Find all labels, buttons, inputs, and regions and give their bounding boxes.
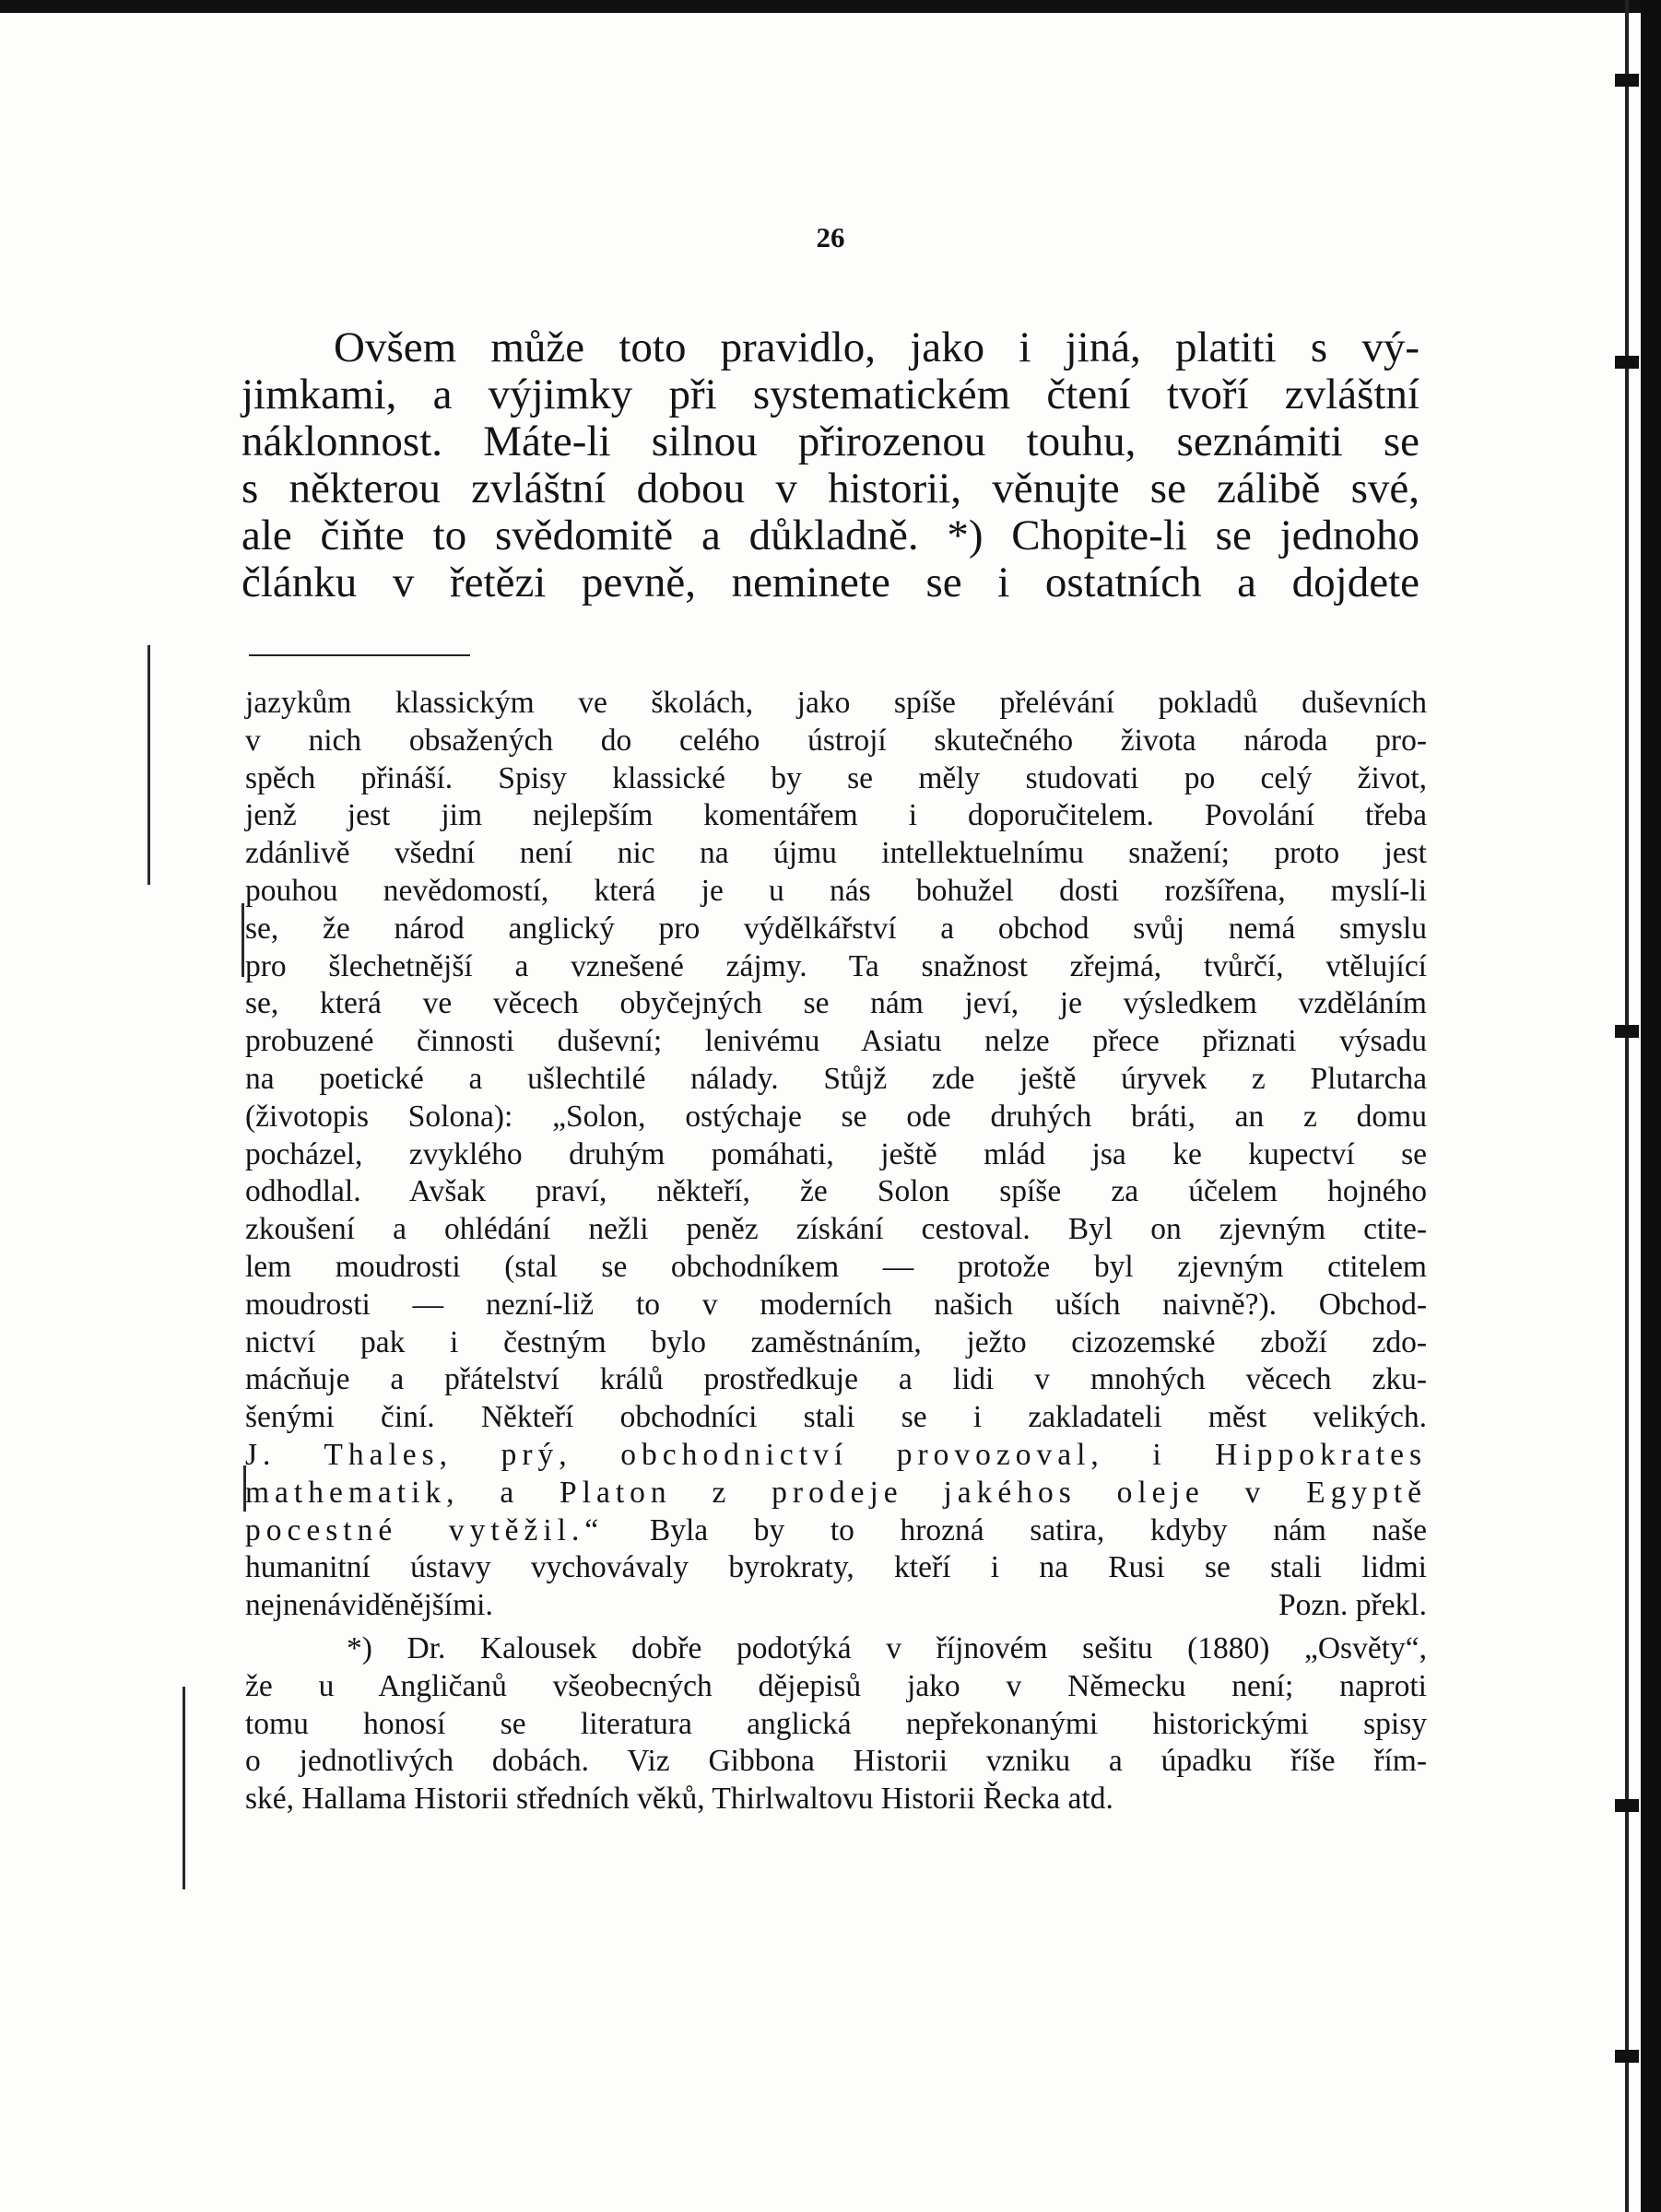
footnote-line: zkoušení a ohlédání nežli peněz získání cestoval. Byl on zjevným ctite-	[245, 1212, 1427, 1247]
signoff-word: nejnenáviděnějšími.	[245, 1588, 493, 1623]
footnote-line: ské, Hallama Historii středních věků, Thirlwaltovu Historii Řecka atd.	[245, 1782, 1113, 1817]
spaced-text: pocestné vytěžil.“	[245, 1512, 605, 1547]
footnote-line: (životopis Solona): „Solon, ostýchaje se ode druhých bráti, an z domu	[245, 1099, 1427, 1134]
footnote-line: šenými činí. Někteří obchodníci stali se i zakladateli měst velikých.	[245, 1400, 1427, 1435]
page-number: 26	[816, 221, 845, 253]
translator-note: Pozn. překl.	[1278, 1588, 1427, 1623]
footnote-line	[245, 1512, 1427, 1550]
text-line: ale čiňte to svědomitě a důkladně. *) Chopite-li se jednoho	[241, 512, 1420, 559]
binding-tick	[1615, 1799, 1639, 1812]
text-line: jimkami, a výjimky při systematickém čtení tvoří zvláštní	[241, 371, 1420, 418]
footnote-line: odhodlal. Avšak praví, někteří, že Solon spíše za účelem hojného	[245, 1174, 1427, 1209]
footnote-line: v nich obsažených do celého ústrojí skutečného života národa pro-	[245, 723, 1427, 758]
footnote-line-spaced: J. Thales, prý, obchodnictví provozoval, i Hippokrates	[245, 1437, 1427, 1472]
margin-stroke	[241, 903, 244, 977]
footnote-line: že u Angličanů všeobecných dějepisů jako v Německu není; naproti	[245, 1668, 1427, 1703]
footnote-line: mácňuje a přátelství králů prostředkuje a lidi v mnohých věcech zku-	[245, 1362, 1427, 1397]
footnote-line: zdánlivě všední není nic na újmu intellektuelnímu snažení; proto jest	[245, 836, 1427, 871]
footnote-line: pro šlechetnější a vznešené zájmy. Ta snažnost zřejmá, tvůrčí, vtělující	[245, 948, 1427, 983]
footnote-line: jenž jest jim nejlepším komentářem i doporučitelem. Povolání třeba	[245, 798, 1427, 833]
footnote-line: tomu honosí se literatura anglická nepřekonanými historickými spisy	[245, 1706, 1427, 1741]
binding-tick	[1615, 2050, 1639, 2063]
binding-line	[1625, 0, 1629, 2212]
footnote-line: se, která ve věcech obyčejných se nám jeví, je výsledkem vzděláním	[245, 986, 1427, 1021]
text-run: Byla by to hrozná satira, kdyby nám naše	[604, 1512, 1428, 1547]
footnote-line: spěch přináší. Spisy klassické by se měly studovati po celý život,	[245, 760, 1427, 795]
footnote-line: pouhou nevědomostí, která je u nás bohužel dosti rozšířena, myslí-li	[245, 873, 1427, 908]
main-paragraph	[241, 324, 1420, 606]
footnote-line: o jednotlivých dobách. Viz Gibbona Historii vzniku a úpadku říše řím-	[245, 1744, 1427, 1779]
footnote-separator	[249, 654, 470, 656]
text-line: s některou zvláštní dobou v historii, věnujte se zálibě své,	[241, 465, 1420, 512]
footnote-line: lem moudrosti (stal se obchodníkem — protože byl zjevným ctitelem	[245, 1249, 1427, 1284]
footnote-line: *) Dr. Kalousek dobře podotýká v říjnovém sešitu (1880) „Osvěty“,	[347, 1630, 1427, 1665]
footnote-line: humanitní ústavy vychovávaly byrokraty, kteří i na Rusi se stali lidmi	[245, 1550, 1427, 1585]
footnote-line: pocházel, zvyklého druhým pomáhati, ještě mlád jsa ke kupectví se	[245, 1136, 1427, 1171]
footnotes	[245, 685, 1427, 1818]
scan-top-edge	[0, 0, 1661, 13]
text-line: Ovšem může toto pravidlo, jako i jiná, platiti s vý-	[334, 324, 1420, 371]
binding-tick	[1615, 74, 1639, 87]
footnote-line: probuzené činnosti duševní; lenivému Asiatu nelze přece přiznati výsadu	[245, 1024, 1427, 1059]
footnote-line-spaced: mathematik, a Platon z prodeje jakéhos oleje v Egyptě	[245, 1475, 1427, 1510]
scan-right-edge	[1641, 0, 1661, 2212]
footnote-signoff	[245, 1587, 1427, 1625]
footnote-line: jazykům klassickým ve školách, jako spíše přelévání pokladů duševních	[245, 686, 1427, 720]
text-line: článku v řetězi pevně, neminete se i ostatních a dojdete	[241, 559, 1420, 606]
footnote-line: se, že národ anglický pro výdělkářství a obchod svůj nemá smyslu	[245, 911, 1427, 946]
margin-stroke	[147, 645, 150, 885]
footnote-line: moudrosti — nezní-liž to v moderních našich uších naivně?). Obchod-	[245, 1287, 1427, 1322]
text-line: náklonnost. Máte-li silnou přirozenou touhu, seznámiti se	[241, 418, 1420, 465]
binding-tick	[1615, 356, 1639, 369]
binding-tick	[1615, 1025, 1639, 1038]
margin-stroke	[183, 1687, 185, 1889]
footnote-line: nictví pak i čestným bylo zaměstnáním, ježto cizozemské zboží zdo-	[245, 1324, 1427, 1359]
footnote-line: na poetické a ušlechtilé nálady. Stůjž zde ještě úryvek z Plutarcha	[245, 1061, 1427, 1096]
